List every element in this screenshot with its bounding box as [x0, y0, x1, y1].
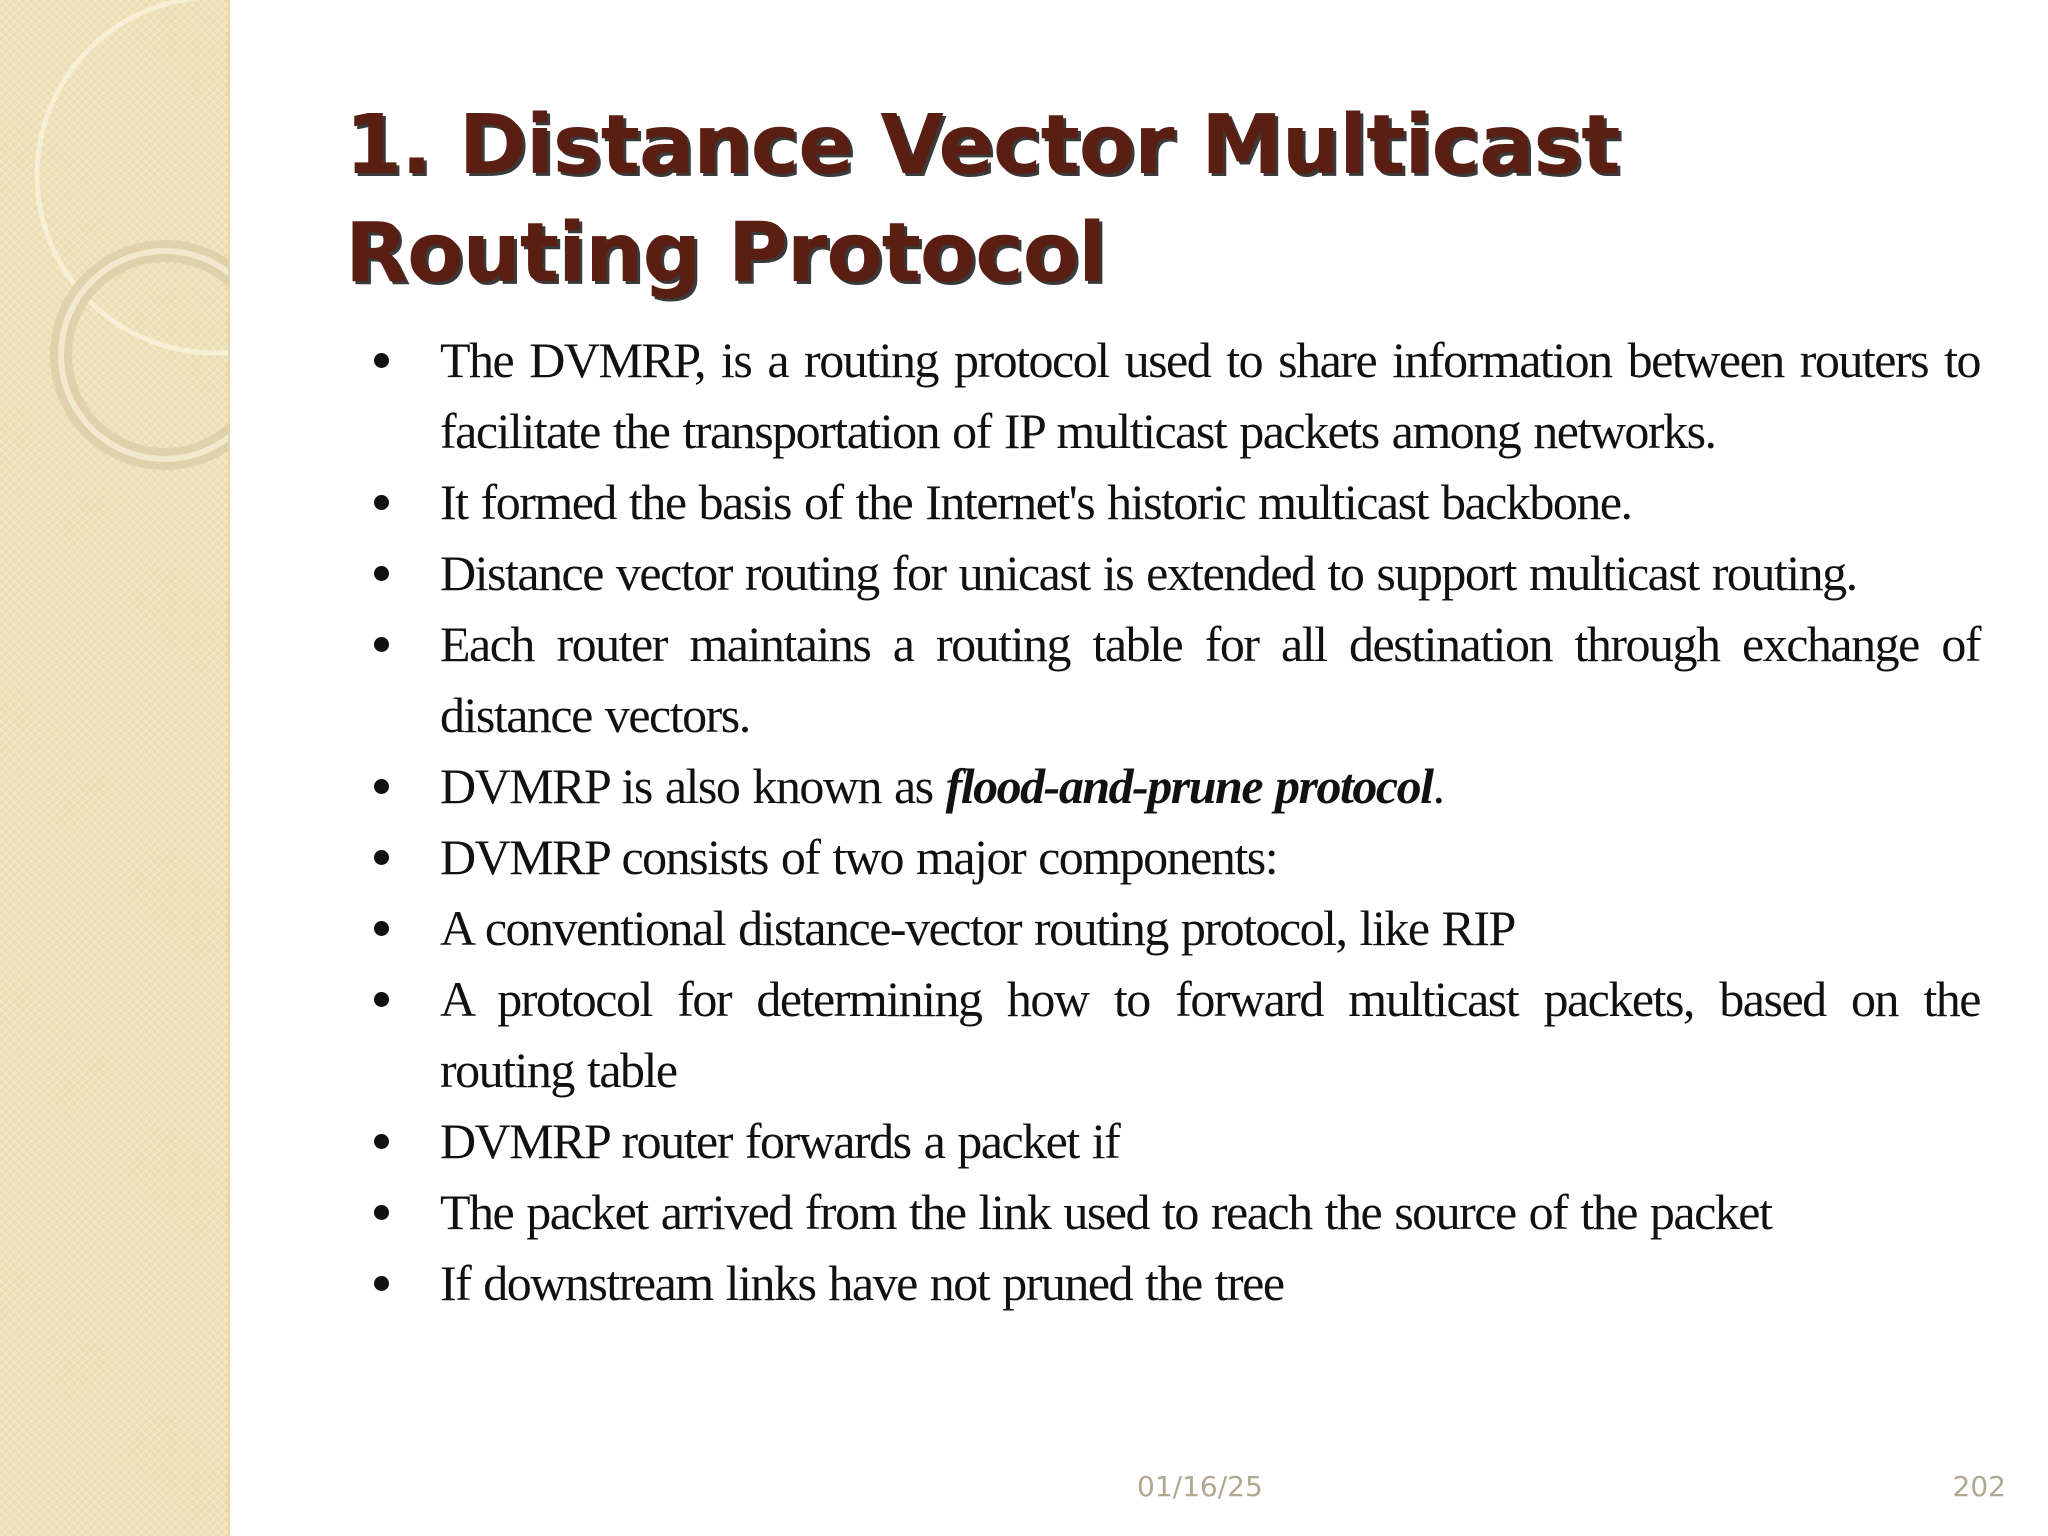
bullet-text: The DVMRP, is a routing protocol used to share information between routers to facilitate the transportation of IP multicast packets among networks. [440, 332, 1980, 459]
bullet-dot-icon [374, 1276, 389, 1291]
bullet-text-suffix: . [1432, 758, 1444, 814]
bullet-dot-icon [374, 850, 389, 865]
bullet-dot-icon [374, 353, 389, 368]
bullet-item [370, 609, 1980, 751]
bullet-list [370, 325, 1980, 1319]
bullet-text: DVMRP consists of two major components: [440, 829, 1278, 885]
bullet-dot-icon [374, 779, 389, 794]
decorative-side-panel [0, 0, 230, 1536]
bullet-text: If downstream links have not pruned the tree [440, 1255, 1284, 1311]
bullet-dot-icon [374, 992, 389, 1007]
bullet-item [370, 538, 1980, 609]
slide-title: 1. Distance Vector Multicast Routing Protocol [345, 98, 1620, 301]
bullet-dot-icon [374, 1134, 389, 1149]
bullet-text: Distance vector routing for unicast is extended to support multicast routing. [440, 545, 1857, 601]
decorative-rings-graphic [0, 0, 228, 520]
bullet-item [370, 467, 1980, 538]
bullet-text: Each router maintains a routing table for all destination through exchange of distance vectors. [440, 616, 1980, 743]
footer-date: 01/16/25 [1137, 1470, 1263, 1503]
bullet-text-prefix: DVMRP is also known as [440, 758, 946, 814]
bullet-item [370, 325, 1980, 467]
bullet-dot-icon [374, 637, 389, 652]
bullet-dot-icon [374, 921, 389, 936]
bullet-item [370, 751, 1980, 822]
bullet-text: A protocol for determining how to forward multicast packets, based on the routing table [440, 971, 1980, 1098]
bullet-item [370, 1248, 1980, 1319]
bullet-item [370, 1177, 1980, 1248]
bullet-dot-icon [374, 566, 389, 581]
bullet-item [370, 822, 1980, 893]
bullet-text: DVMRP router forwards a packet if [440, 1113, 1120, 1169]
bullet-text: It formed the basis of the Internet's historic multicast backbone. [440, 474, 1632, 530]
bullet-dot-icon [374, 1205, 389, 1220]
page-number: 202 [1952, 1470, 2006, 1503]
emphasized-term: flood-and-prune protocol [945, 758, 1433, 814]
bullet-text: The packet arrived from the link used to reach the source of the packet [440, 1184, 1772, 1240]
bullet-dot-icon [374, 495, 389, 510]
bullet-text: A conventional distance-vector routing protocol, like RIP [440, 900, 1515, 956]
bullet-item [370, 893, 1980, 964]
bullet-item [370, 1106, 1980, 1177]
bullet-item [370, 964, 1980, 1106]
